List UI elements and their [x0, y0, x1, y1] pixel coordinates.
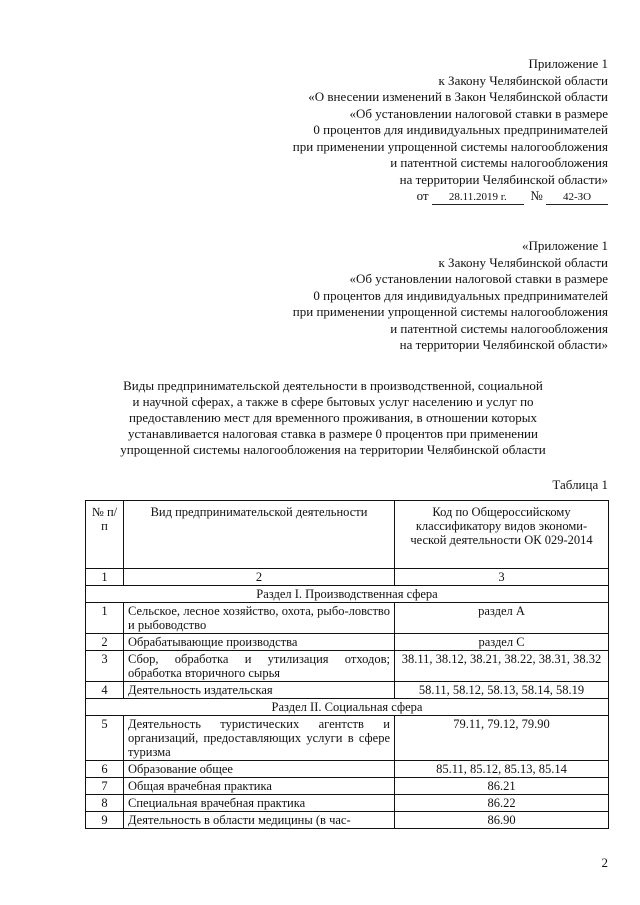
row-number: 1	[86, 603, 124, 634]
table-row	[86, 651, 609, 682]
number-prefix: №	[530, 188, 543, 203]
appendix-line: и патентной системы налогообложения	[390, 155, 608, 170]
row-number: 5	[86, 716, 124, 761]
activity-cell: Образование общее	[124, 761, 395, 778]
code-cell: 38.11, 38.12, 38.21, 38.22, 38.31, 38.32	[395, 651, 609, 682]
code-cell: 79.11, 79.12, 79.90	[395, 716, 609, 761]
table-row	[86, 761, 609, 778]
appendix-line: 0 процентов для индивидуальных предпринимателей	[313, 122, 608, 137]
appendix-line: Приложение 1	[528, 56, 608, 71]
appendix-line: «О внесении изменений в Закон Челябинской области	[308, 89, 608, 104]
activity-cell: Деятельность издательская	[124, 682, 395, 699]
activity-cell: Специальная врачебная практика	[124, 795, 395, 812]
index-cell: 3	[395, 569, 609, 586]
quoted-line: при применении упрощенной системы налогообложения	[292, 304, 608, 319]
activity-cell: Деятельность в области медицины (в час-	[124, 812, 395, 829]
code-cell: раздел С	[395, 634, 609, 651]
code-cell: 86.22	[395, 795, 609, 812]
code-cell: 86.21	[395, 778, 609, 795]
header-activity: Вид предпринимательской деятельности	[124, 501, 395, 569]
section-row	[86, 699, 609, 716]
section-title: Раздел I. Производственная сфера	[86, 586, 609, 603]
activity-cell: Сбор, обработка и утилизация отходов; обработка вторичного сырья	[124, 651, 395, 682]
quoted-line: к Закону Челябинской области	[438, 254, 608, 270]
date-number-line	[293, 188, 608, 205]
appendix-header	[293, 56, 608, 205]
activity-cell: Деятельность туристических агентств и организаций, предоставляющих услуги в сфере туризма	[124, 716, 395, 761]
activity-cell: Сельское, лесное хозяйство, охота, рыбо-ловство и рыбоводство	[124, 603, 395, 634]
title-line: упрощенной системы налогообложения на территории Челябинской области	[120, 442, 546, 457]
title-line: устанавливается налоговая ставка в размере 0 процентов при применении	[128, 426, 538, 441]
activities-table	[85, 500, 609, 829]
row-number: 8	[86, 795, 124, 812]
quoted-line: «Об установлении налоговой ставки в размере	[349, 271, 608, 286]
document-title	[108, 378, 558, 458]
table-row	[86, 795, 609, 812]
table-row	[86, 634, 609, 651]
header-num: № п/п	[86, 501, 124, 569]
quoted-line: и патентной системы налогообложения	[390, 320, 608, 336]
column-index-row	[86, 569, 609, 586]
title-line: и научной сферах, а также в сфере бытовых услуг населению и услуг по	[132, 394, 534, 409]
quoted-appendix	[293, 238, 608, 354]
code-cell: 58.11, 58.12, 58.13, 58.14, 58.19	[395, 682, 609, 699]
table-label: Таблица 1	[552, 477, 608, 492]
table-row	[86, 812, 609, 829]
code-cell: 86.90	[395, 812, 609, 829]
table-header-row	[86, 501, 609, 569]
code-cell: раздел А	[395, 603, 609, 634]
quoted-line: на территории Челябинской области»	[399, 337, 608, 352]
row-number: 6	[86, 761, 124, 778]
row-number: 4	[86, 682, 124, 699]
date-value: 28.11.2019 г.	[432, 191, 524, 205]
appendix-line: «Об установлении налоговой ставки в размере	[349, 105, 608, 121]
index-cell: 2	[124, 569, 395, 586]
index-cell: 1	[86, 569, 124, 586]
table-row	[86, 603, 609, 634]
row-number: 2	[86, 634, 124, 651]
activity-cell: Обрабатывающие производства	[124, 634, 395, 651]
quoted-line: «Приложение 1	[521, 238, 608, 253]
table-row	[86, 778, 609, 795]
quoted-line: 0 процентов для индивидуальных предпринимателей	[313, 287, 608, 303]
section-row	[86, 586, 609, 603]
date-prefix: от	[416, 188, 429, 203]
appendix-line: к Закону Челябинской области	[438, 72, 608, 88]
section-title: Раздел II. Социальная сфера	[86, 699, 609, 716]
table-row	[86, 716, 609, 761]
row-number: 9	[86, 812, 124, 829]
header-code: Код по Общероссийскому классификатору видов экономи-ческой деятельности ОК 029-2014	[395, 501, 609, 569]
appendix-line: на территории Челябинской области»	[399, 171, 608, 187]
table-row	[86, 682, 609, 699]
page-number: 2	[601, 855, 608, 870]
table-body	[86, 569, 609, 829]
row-number: 7	[86, 778, 124, 795]
code-cell: 85.11, 85.12, 85.13, 85.14	[395, 761, 609, 778]
number-value: 42-ЗО	[546, 191, 608, 205]
appendix-line: при применении упрощенной системы налогообложения	[292, 138, 608, 154]
row-number: 3	[86, 651, 124, 682]
title-line: предоставлению мест для временного проживания, в отношении которых	[128, 410, 538, 425]
activity-cell: Общая врачебная практика	[124, 778, 395, 795]
title-line: Виды предпринимательской деятельности в производственной, социальной	[123, 378, 543, 393]
